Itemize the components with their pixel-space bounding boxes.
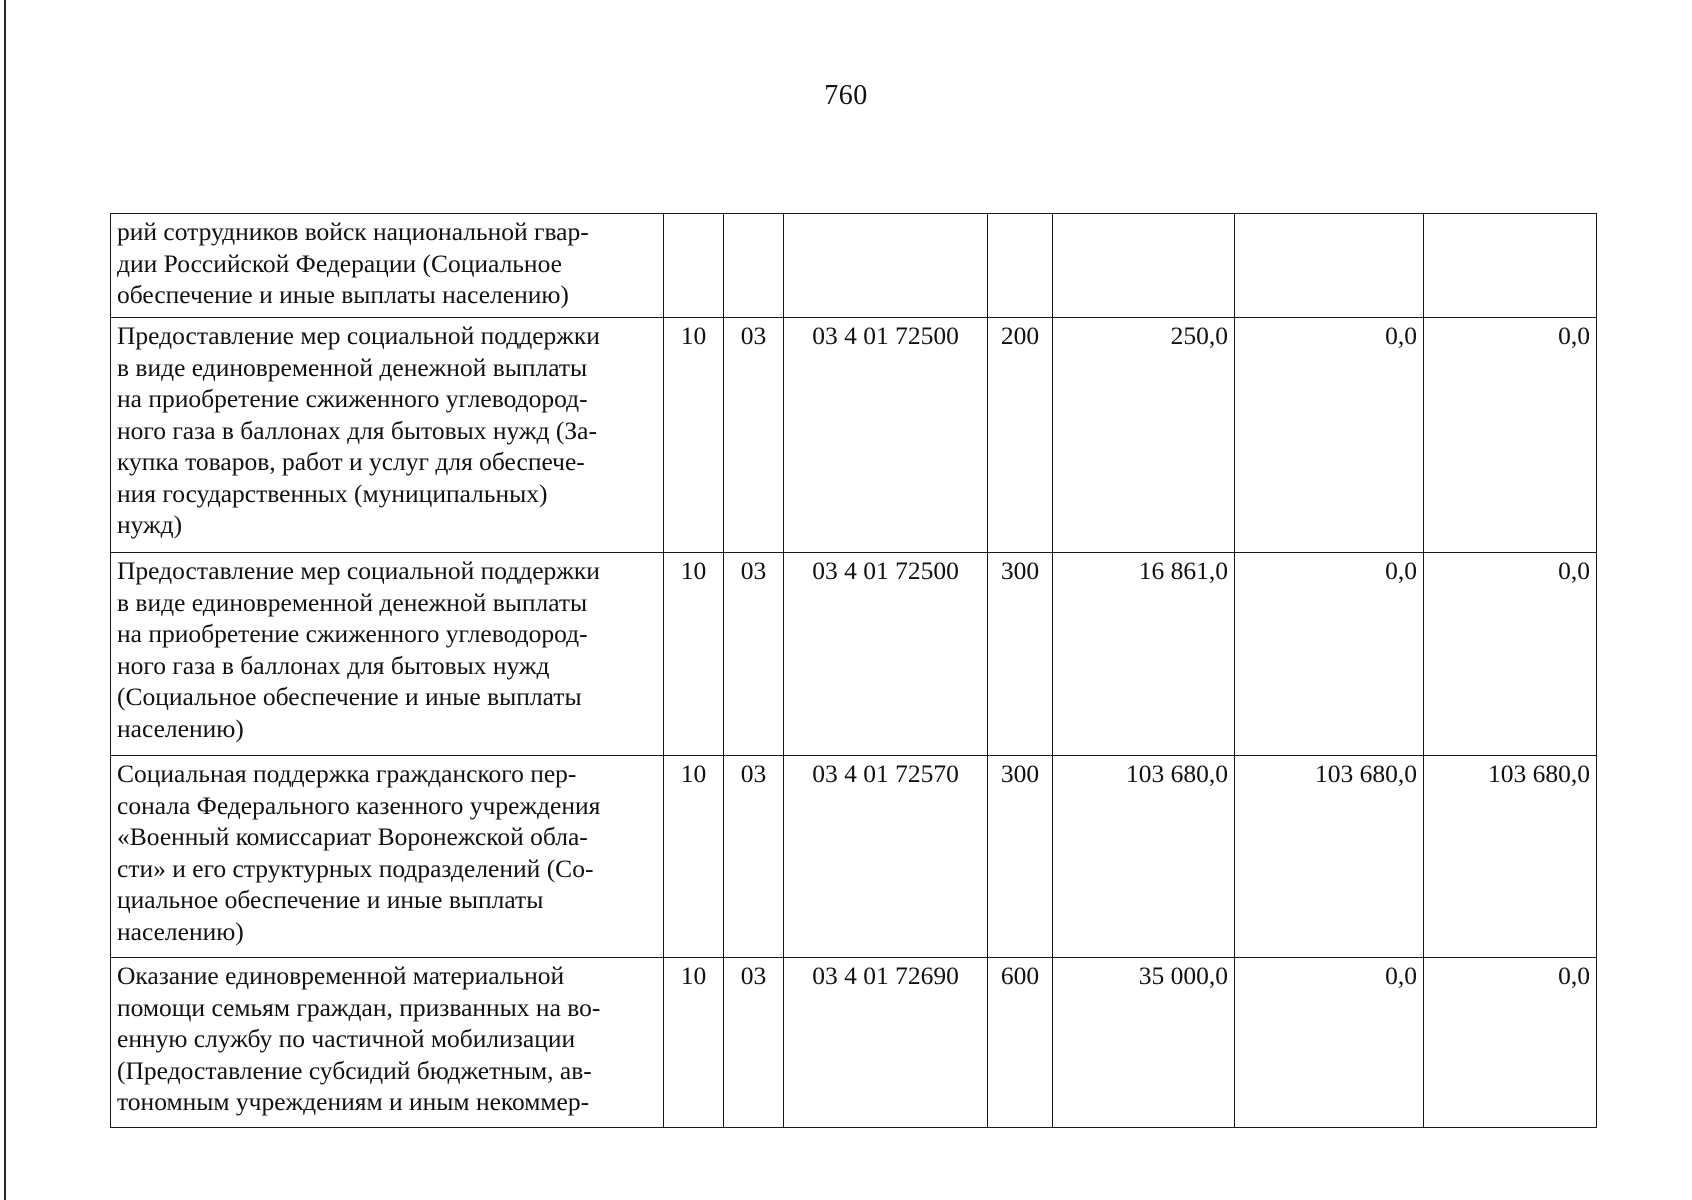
amount-cell-2: 103 680,0 bbox=[1235, 756, 1424, 958]
amount-cell-2: 0,0 bbox=[1235, 958, 1424, 1128]
amount-cell-2: 0,0 bbox=[1235, 318, 1424, 553]
row-name-cell: Предоставление мер социальной поддержки в виде единовременной денежной выплаты на приобретение сжиженного углеводород- ного газа в баллонах для бытовых нужд (За- купка товаров, работ и услуг для обеспече- ния государственных (муниципальных) нужд) bbox=[111, 318, 664, 553]
page-left-edge bbox=[4, 0, 6, 1200]
section-code-cell: 10 bbox=[664, 553, 724, 756]
row-name-cell: Оказание единовременной материальной помощи семьям граждан, призванных на во- енную службу по частичной мобилизации (Предоставление субсидий бюджетным, ав- тономным учреждениям и иным некоммер- bbox=[111, 958, 664, 1128]
expense-type-cell bbox=[988, 214, 1053, 318]
section-code-cell bbox=[664, 214, 724, 318]
section-code-cell: 10 bbox=[664, 318, 724, 553]
amount-cell-3: 0,0 bbox=[1424, 318, 1597, 553]
target-article-cell: 03 4 01 72500 bbox=[784, 318, 988, 553]
budget-table bbox=[110, 213, 1597, 1128]
page-number: 760 bbox=[824, 80, 868, 111]
table-row bbox=[111, 214, 1597, 318]
table-row bbox=[111, 318, 1597, 553]
row-name-cell: Социальная поддержка гражданского пер- сонала Федерального казенного учреждения «Военный комиссариат Воронежской обла- сти» и его структурных подразделений (Со- циальное обеспечение и иные выплаты населению) bbox=[111, 756, 664, 958]
amount-cell-2 bbox=[1235, 214, 1424, 318]
amount-cell-3: 0,0 bbox=[1424, 553, 1597, 756]
expense-type-cell: 300 bbox=[988, 553, 1053, 756]
amount-cell-3: 0,0 bbox=[1424, 958, 1597, 1128]
target-article-cell: 03 4 01 72500 bbox=[784, 553, 988, 756]
subsection-code-cell: 03 bbox=[724, 958, 784, 1128]
amount-cell-1: 35 000,0 bbox=[1053, 958, 1235, 1128]
amount-cell-1: 103 680,0 bbox=[1053, 756, 1235, 958]
target-article-cell bbox=[784, 214, 988, 318]
section-code-cell: 10 bbox=[664, 756, 724, 958]
row-name-cell: Предоставление мер социальной поддержки в виде единовременной денежной выплаты на приобретение сжиженного углеводород- ного газа в баллонах для бытовых нужд (Социальное обеспечение и иные выплаты населению) bbox=[111, 553, 664, 756]
table-row bbox=[111, 553, 1597, 756]
table-row bbox=[111, 756, 1597, 958]
section-code-cell: 10 bbox=[664, 958, 724, 1128]
amount-cell-1: 16 861,0 bbox=[1053, 553, 1235, 756]
amount-cell-1: 250,0 bbox=[1053, 318, 1235, 553]
expense-type-cell: 300 bbox=[988, 756, 1053, 958]
target-article-cell: 03 4 01 72570 bbox=[784, 756, 988, 958]
subsection-code-cell: 03 bbox=[724, 553, 784, 756]
expense-type-cell: 600 bbox=[988, 958, 1053, 1128]
amount-cell-1 bbox=[1053, 214, 1235, 318]
amount-cell-3: 103 680,0 bbox=[1424, 756, 1597, 958]
row-name-cell: рий сотрудников войск национальной гвар- дии Российской Федерации (Социальное обеспечение и иные выплаты населению) bbox=[111, 214, 664, 318]
subsection-code-cell: 03 bbox=[724, 318, 784, 553]
amount-cell-3 bbox=[1424, 214, 1597, 318]
amount-cell-2: 0,0 bbox=[1235, 553, 1424, 756]
target-article-cell: 03 4 01 72690 bbox=[784, 958, 988, 1128]
expense-type-cell: 200 bbox=[988, 318, 1053, 553]
table-row bbox=[111, 958, 1597, 1128]
subsection-code-cell: 03 bbox=[724, 756, 784, 958]
subsection-code-cell bbox=[724, 214, 784, 318]
